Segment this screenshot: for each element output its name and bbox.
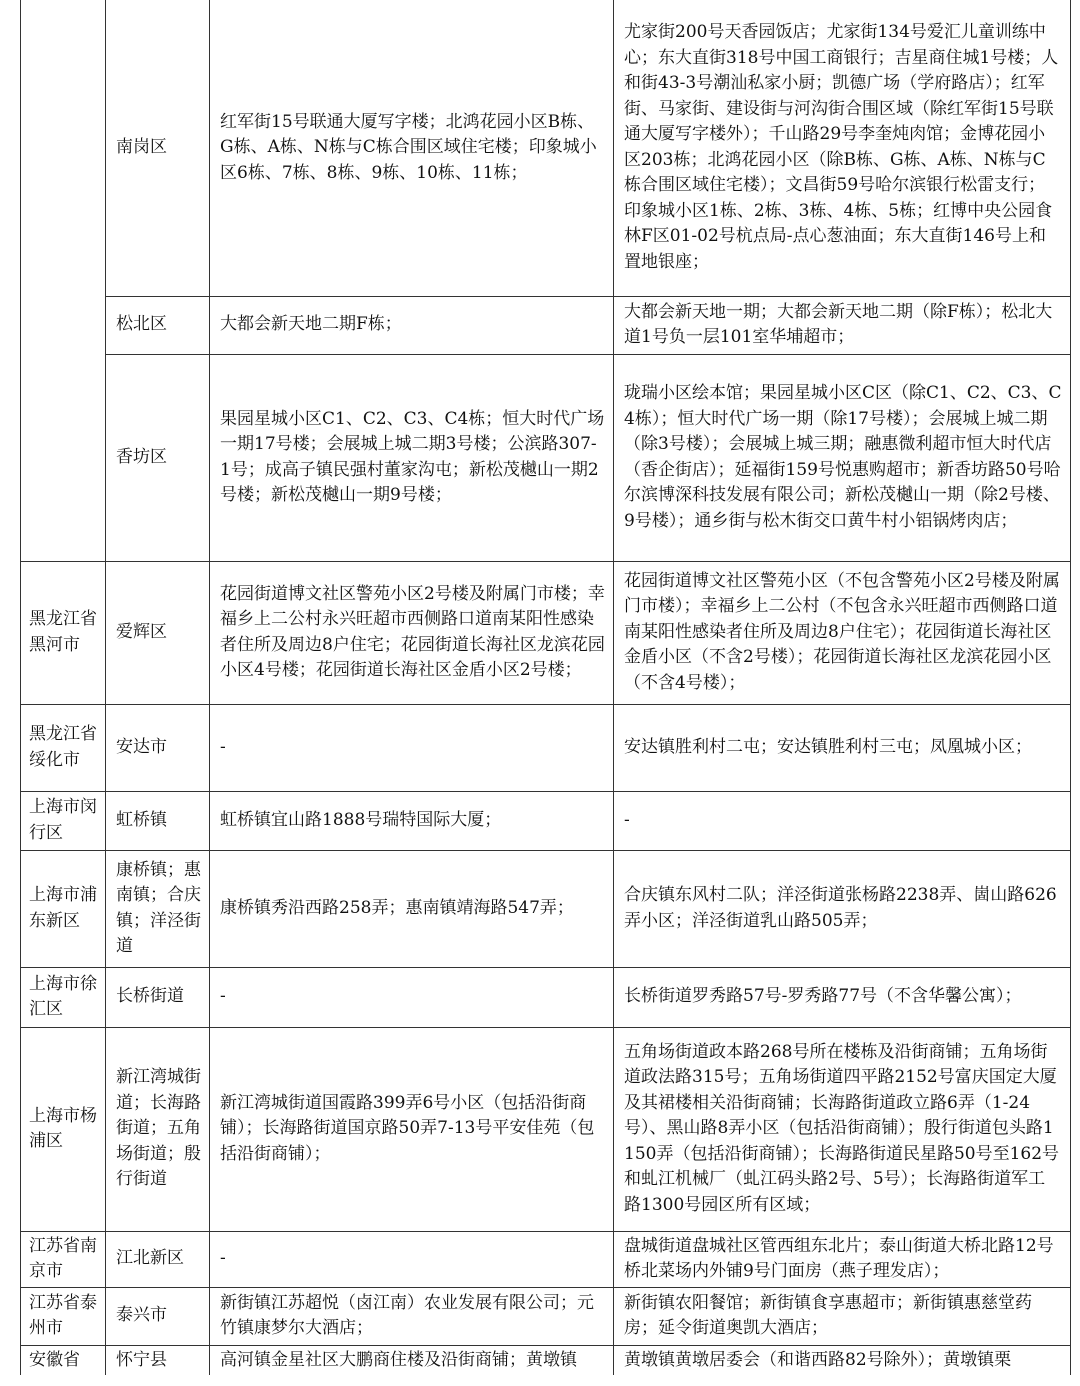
district-cell: 泰兴市 [106, 1287, 210, 1345]
high-risk-cell: 高河镇金星社区大鹏商住楼及沿街商铺；黄墩镇 [210, 1345, 614, 1375]
mid-risk-cell: 黄墩镇黄墩居委会（和谐西路82号除外）；黄墩镇栗 [614, 1345, 1071, 1375]
table-row [21, 354, 1071, 561]
table-row [21, 1231, 1071, 1287]
high-risk-cell: 新街镇江苏超悦（卤江南）农业发展有限公司；元竹镇康梦尔大酒店； [210, 1287, 614, 1345]
mid-risk-cell: 新街镇农阳餐馆；新街镇食享惠超市；新街镇惠慈堂药房；延令街道奥凯大酒店； [614, 1287, 1071, 1345]
region-cell: 安徽省 [21, 1345, 106, 1375]
mid-risk-cell: 合庆镇东风村二队；洋泾街道张杨路2238弄、崮山路626弄小区；洋泾街道乳山路505弄； [614, 850, 1071, 967]
table-row [21, 850, 1071, 967]
high-risk-cell: 大都会新天地二期F栋； [210, 296, 614, 354]
high-risk-cell: 康桥镇秀沿西路258弄；惠南镇靖海路547弄； [210, 850, 614, 967]
table-row [21, 1287, 1071, 1345]
district-cell: 南岗区 [106, 0, 210, 296]
mid-risk-cell: 尤家街200号天香园饭店；尤家街134号爱汇儿童训练中心；东大直街318号中国工商银行；吉星商住城1号楼；人和街43-3号潮汕私家小厨；凯德广场（学府路店）；红军街、马家街、建设街与河沟街合围区域（除红军街15号联通大厦写字楼外）；千山路29号李奎炖肉馆；金博花园小区203栋；北鸿花园小区（除B栋、G栋、A栋、N栋与C栋合围区域住宅楼）；文昌街59号哈尔滨银行松雷支行；印象城小区1栋、2栋、3栋、4栋、5栋；红博中央公园食林F区01-02号杭点局-点心葱油面；东大直街146号上和置地银座； [614, 0, 1071, 296]
region-cell: 黑龙江省绥化市 [21, 704, 106, 791]
mid-risk-cell: 大都会新天地一期；大都会新天地二期（除F栋）；松北大道1号负一层101室华埔超市； [614, 296, 1071, 354]
high-risk-cell: - [210, 967, 614, 1027]
district-cell: 虹桥镇 [106, 791, 210, 850]
high-risk-cell: - [210, 704, 614, 791]
high-risk-cell: 花园街道博文社区警苑小区2号楼及附属门市楼；幸福乡上二公村永兴旺超市西侧路口道南某阳性感染者住所及周边8户住宅；花园街道长海社区龙滨花园小区4号楼；花园街道长海社区金盾小区2号楼； [210, 561, 614, 704]
mid-risk-cell: 盘城街道盘城社区管西组东北片；泰山街道大桥北路12号桥北菜场内外铺9号门面房（燕子理发店）； [614, 1231, 1071, 1287]
mid-risk-cell: 花园街道博文社区警苑小区（不包含警苑小区2号楼及附属门市楼）；幸福乡上二公村（不包含永兴旺超市西侧路口道南某阳性感染者住所及周边8户住宅）；花园街道长海社区金盾小区（不含2号楼）；花园街道长海社区龙滨花园小区（不含4号楼）； [614, 561, 1071, 704]
region-cell: 上海市闵行区 [21, 791, 106, 850]
high-risk-cell: 虹桥镇宜山路1888号瑞特国际大厦； [210, 791, 614, 850]
mid-risk-cell: 长桥街道罗秀路57号-罗秀路77号（不含华馨公寓）； [614, 967, 1071, 1027]
mid-risk-cell: 珑瑞小区绘本馆；果园星城小区C区（除C1、C2、C3、C4栋）；恒大时代广场一期（除17号楼）；会展城上城二期（除3号楼）；会展城上城三期；融惠微利超市恒大时代店（香企街店）；延福街159号悦惠购超市；新香坊路50号哈尔滨博深科技发展有限公司；新松茂樾山一期（除2号楼、9号楼）；通乡街与松木街交口黄牛村小铝锅烤肉店； [614, 354, 1071, 561]
region-cell: 黑龙江省黑河市 [21, 561, 106, 704]
mid-risk-cell: 安达镇胜利村二屯；安达镇胜利村三屯；凤凰城小区； [614, 704, 1071, 791]
table-row [21, 1027, 1071, 1231]
district-cell: 怀宁县 [106, 1345, 210, 1375]
district-cell: 安达市 [106, 704, 210, 791]
district-cell: 香坊区 [106, 354, 210, 561]
high-risk-cell: 红军街15号联通大厦写字楼；北鸿花园小区B栋、G栋、A栋、N栋与C栋合围区域住宅楼；印象城小区6栋、7栋、8栋、9栋、10栋、11栋； [210, 0, 614, 296]
district-cell: 康桥镇；惠南镇；合庆镇；洋泾街道 [106, 850, 210, 967]
region-cell: 上海市杨浦区 [21, 1027, 106, 1231]
table-row [21, 1345, 1071, 1375]
district-cell: 新江湾城街道；长海路街道；五角场街道；殷行街道 [106, 1027, 210, 1231]
table-row [21, 791, 1071, 850]
district-cell: 江北新区 [106, 1231, 210, 1287]
district-cell: 松北区 [106, 296, 210, 354]
region-cell [21, 0, 106, 561]
table-row [21, 704, 1071, 791]
table-row [21, 967, 1071, 1027]
table-row [21, 0, 1071, 296]
region-cell: 上海市浦东新区 [21, 850, 106, 967]
mid-risk-cell: - [614, 791, 1071, 850]
table-row [21, 296, 1071, 354]
district-cell: 长桥街道 [106, 967, 210, 1027]
risk-area-table [20, 0, 1071, 1375]
high-risk-cell: 果园星城小区C1、C2、C3、C4栋；恒大时代广场一期17号楼；会展城上城二期3号楼；公滨路307-1号；成高子镇民强村董家沟屯；新松茂樾山一期2号楼；新松茂樾山一期9号楼； [210, 354, 614, 561]
region-cell: 上海市徐汇区 [21, 967, 106, 1027]
table-row [21, 561, 1071, 704]
high-risk-cell: - [210, 1231, 614, 1287]
high-risk-cell: 新江湾城街道国霞路399弄6号小区（包括沿街商铺）；长海路街道国京路50弄7-13号平安佳苑（包括沿街商铺）； [210, 1027, 614, 1231]
mid-risk-cell: 五角场街道政本路268号所在楼栋及沿街商铺；五角场街道政法路315号；五角场街道四平路2152号富庆国定大厦及其裙楼相关沿街商铺；长海路街道政立路6弄（1-24号）、黑山路8弄小区（包括沿街商铺）；殷行街道包头路1150弄（包括沿街商铺）；长海路街道民星路50号至162号和虬江机械厂（虬江码头路2号、5号）；长海路街道军工路1300号园区所有区域； [614, 1027, 1071, 1231]
district-cell: 爱辉区 [106, 561, 210, 704]
region-cell: 江苏省泰州市 [21, 1287, 106, 1345]
region-cell: 江苏省南京市 [21, 1231, 106, 1287]
